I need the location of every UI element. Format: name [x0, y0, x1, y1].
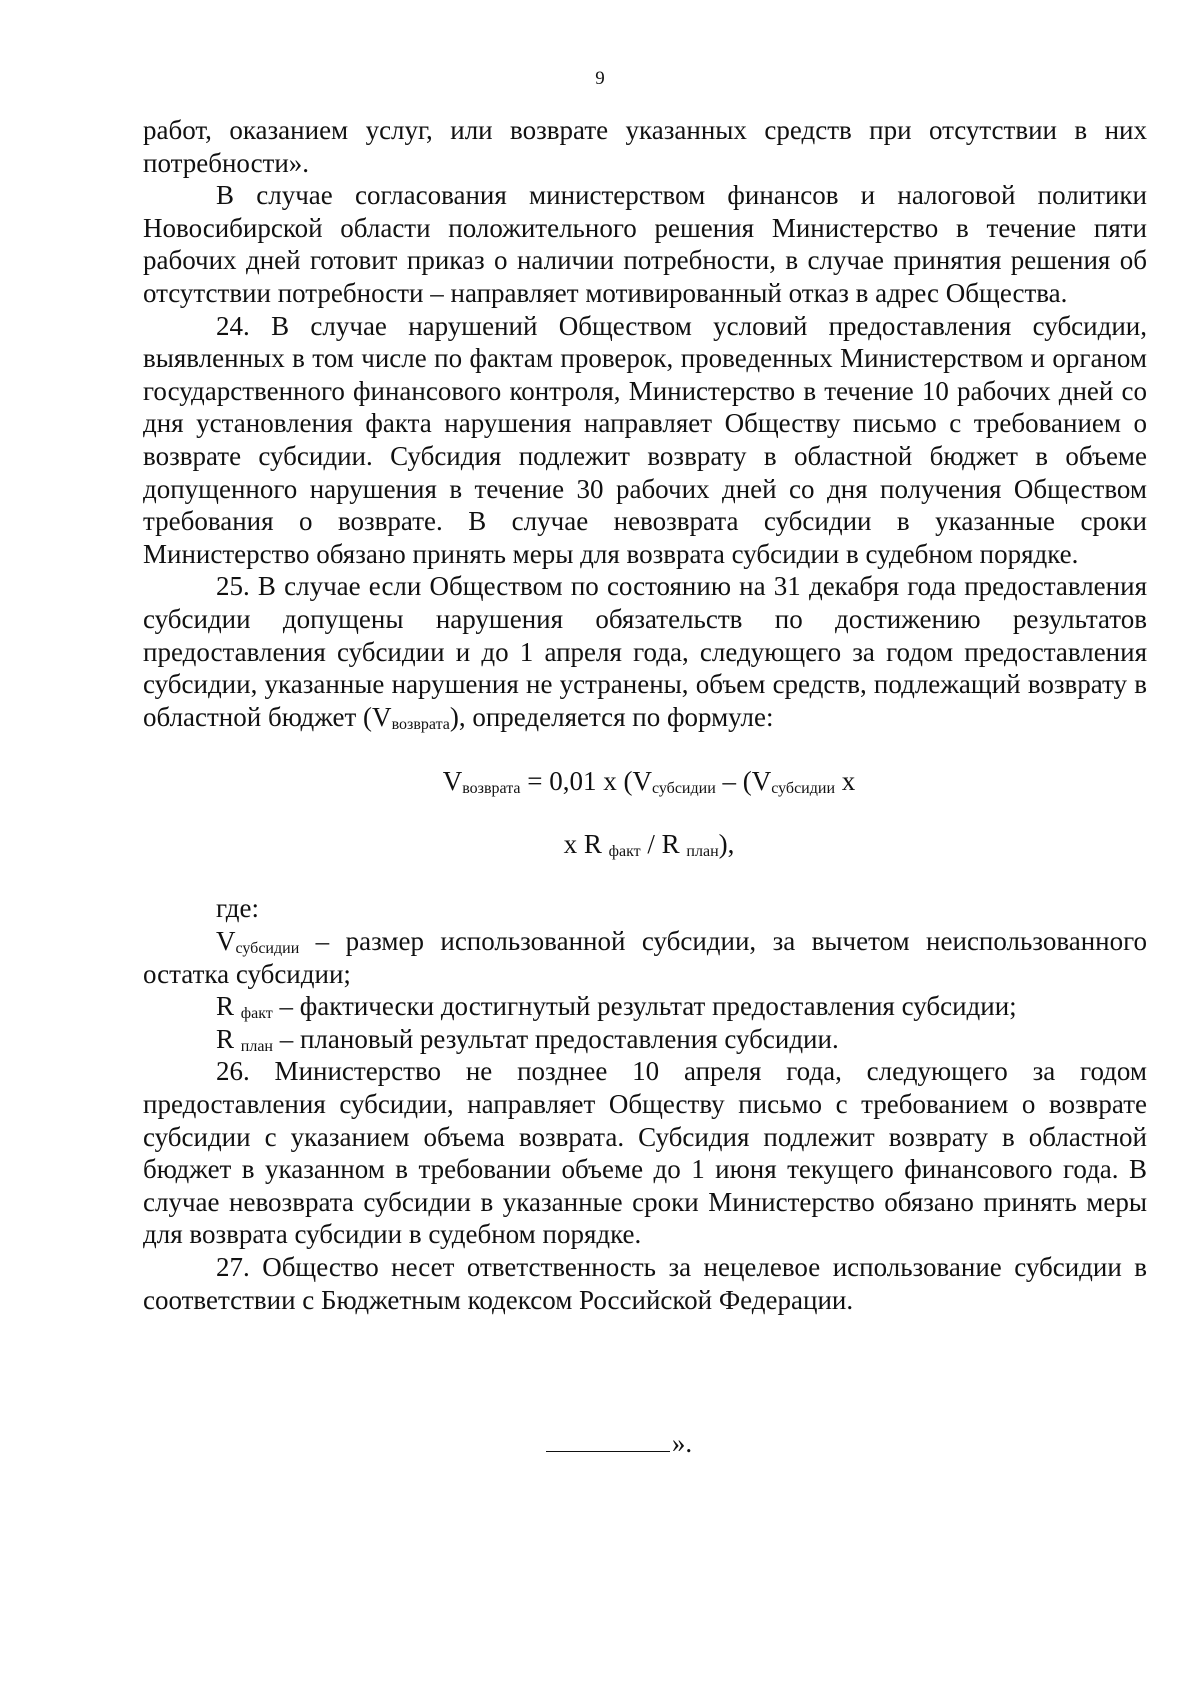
formula-line-2	[143, 828, 1147, 861]
paragraph-26: 26. Министерство не позднее 10 апреля года, следующего за годом предоставления субсидии, направляет Обществу письмо с требованием о возврате субсидии с указанием объема возврата. Субсидия подлежит возврату в областной бюджет в указанном в требовании объеме до 1 июня текущего финансового года. В случае невозврата субсидии в указанные сроки Министерство обязано принять меры для возврата субсидии в судебном порядке.	[143, 1056, 1147, 1250]
paragraph-agreement: В случае согласования министерством финансов и налоговой политики Новосибирской области положительного решения Министерство в течение пяти рабочих дней готовит приказ о наличии потребности, в случае принятия решения об отсутствии потребности – направляет мотивированный отказ в адрес Общества.	[143, 180, 1147, 308]
closing-quote: ».	[671, 1428, 693, 1458]
where-label: где:	[216, 893, 259, 924]
def-rp-subscript: план	[240, 1037, 273, 1055]
def-rf-text: – фактически достигнутый результат предоставления субсидии;	[272, 991, 1017, 1022]
def-rf-subscript: факт	[240, 1005, 273, 1023]
closing-mark	[0, 1428, 1200, 1459]
paragraph-25	[143, 570, 1147, 733]
def-rp-symbol: R	[216, 1023, 241, 1054]
formula-minus: – (V	[715, 766, 772, 797]
paragraph-25-tail: ), определяется по формуле:	[449, 701, 774, 732]
def-v-symbol: V	[216, 926, 236, 957]
definition-r-plan	[143, 1023, 1147, 1056]
paragraph-25-text: 25. В случае если Обществом по состоянию на 31 декабря года предоставления субсидии допущены нарушения обязательств по достижению результатов предоставления субсидии и до 1 апреля года, следующего за годом предоставления субсидии, указанные нарушения не устранены, объем средств, подлежащий возврату в областной бюджет (V	[143, 571, 1147, 732]
paragraph-24: 24. В случае нарушений Обществом условий предоставления субсидии, выявленных в том числе по фактам проверок, проведенных Министерством и органом государственного финансового контроля, Министерство в течение 10 рабочих дней со дня установления факта нарушения направляет Обществу письмо с требованием о возврате субсидии. Субсидия подлежит возврату в областной бюджет в объеме допущенного нарушения в течение 30 рабочих дней со дня получения Обществом требования о возврате. В случае невозврата субсидии в указанные сроки Министерство обязано принять меры для возврата субсидии в судебном порядке.	[143, 310, 1147, 569]
formula-sub-subsidii-1: субсидии	[652, 780, 716, 798]
document-body	[143, 114, 1147, 1316]
formula-close: ),	[718, 828, 735, 859]
def-rp-text: – плановый результат предоставления субсидии.	[272, 1023, 839, 1054]
subscript-vozvrata: возврата	[391, 715, 450, 733]
formula-times: х	[835, 766, 856, 797]
signature-blank-line	[546, 1429, 670, 1452]
def-v-text: – размер использованной субсидии, за вычетом неиспользованного остатка субсидии;	[143, 926, 1147, 989]
formula-coefficient: = 0,01 х (V	[520, 766, 652, 797]
definition-v-subsidii	[143, 925, 1147, 990]
definition-r-fakt	[143, 990, 1147, 1023]
formula-sub-subsidii-2: субсидии	[771, 780, 835, 798]
formula-sub-plan: план	[686, 842, 719, 860]
page-number: 9	[595, 68, 605, 89]
paragraph-continuation: работ, оказанием услуг, или возврате указанных средств при отсутствии в них потребности».	[143, 115, 1147, 178]
formula-sub-fakt: факт	[608, 842, 641, 860]
paragraph-27: 27. Общество несет ответственность за нецелевое использование субсидии в соответствии с Бюджетным кодексом Российской Федерации.	[143, 1252, 1147, 1315]
formula-v-symbol: V	[442, 766, 463, 797]
formula-line-1	[143, 765, 1147, 798]
def-v-subscript: субсидии	[235, 940, 300, 958]
formula-r-symbol: х R	[563, 828, 609, 859]
def-rf-symbol: R	[216, 991, 241, 1022]
formula-sub-vozvrata: возврата	[462, 780, 521, 798]
formula-divide: / R	[640, 828, 687, 859]
